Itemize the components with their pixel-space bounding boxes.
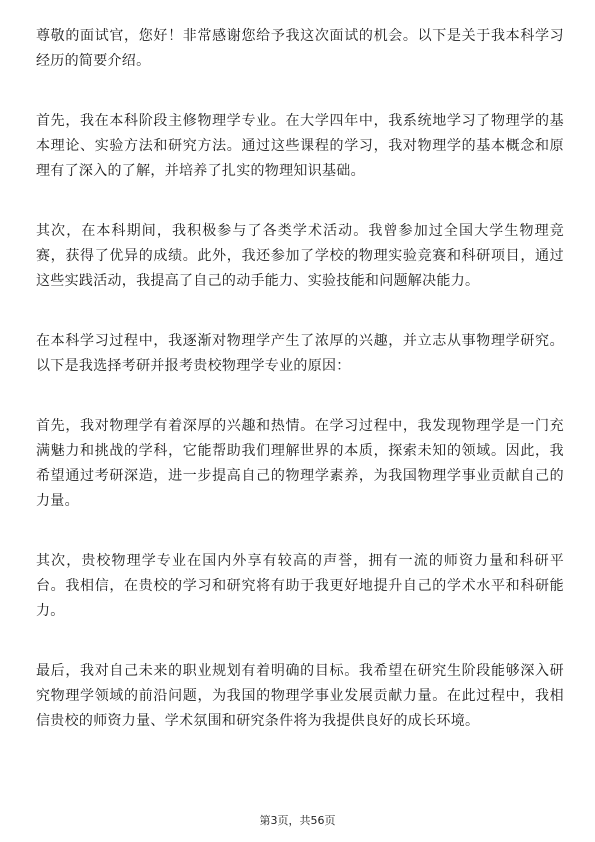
paragraph-reason-reputation: 其次，贵校物理学专业在国内外享有较高的声誉，拥有一流的师资力量和科研平台。我相信，在贵校的学习和研究将有助于我更好地提升自己的学术水平和科研能力。 bbox=[36, 553, 564, 619]
paragraph-reason-career: 最后，我对自己未来的职业规划有着明确的目标。我希望在研究生阶段能够深入研究物理学领域的前沿问题，为我国的物理学事业发展贡献力量。在此过程中，我相信贵校的师资力量、学术氛围和研究条件将为我提供良好的成长环境。 bbox=[36, 663, 564, 729]
document-body bbox=[36, 24, 564, 769]
page-number: 第3页，共56页 bbox=[259, 814, 336, 827]
paragraph-major: 首先，我在本科阶段主修物理学专业。在大学四年中，我系统地学习了物理学的基本理论、实验方法和研究方法。通过这些课程的学习，我对物理学的基本概念和原理有了深入的了解，并培养了扎实的物理知识基础。 bbox=[36, 113, 564, 179]
paragraph-interest: 在本科学习过程中，我逐渐对物理学产生了浓厚的兴趣，并立志从事物理学研究。以下是我选择考研并报考贵校物理学专业的原因： bbox=[36, 333, 564, 374]
paragraph-reason-passion: 首先，我对物理学有着深厚的兴趣和热情。在学习过程中，我发现物理学是一门充满魅力和挑战的学科，它能帮助我们理解世界的本质，探索未知的领域。因此，我希望通过考研深造，进一步提高自己的物理学素养，为我国物理学事业贡献自己的力量。 bbox=[36, 418, 564, 509]
paragraph-greeting: 尊敬的面试官，您好！非常感谢您给予我这次面试的机会。以下是关于我本科学习经历的简要介绍。 bbox=[36, 28, 564, 69]
paragraph-activities: 其次，在本科期间，我积极参与了各类学术活动。我曾参加过全国大学生物理竞赛，获得了优异的成绩。此外，我还参加了学校的物理实验竞赛和科研项目，通过这些实践活动，我提高了自己的动手能力、实验技能和问题解决能力。 bbox=[36, 223, 564, 289]
